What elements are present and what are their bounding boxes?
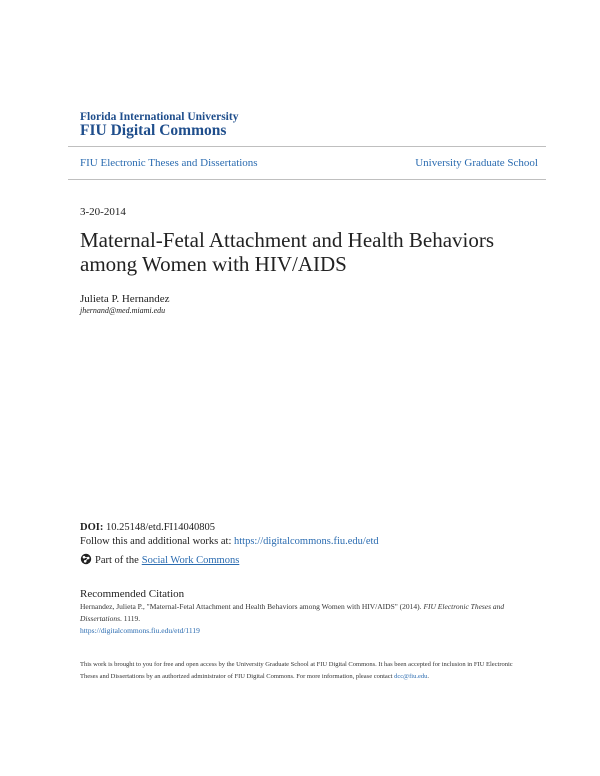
follow-text: Follow this and additional works at: bbox=[80, 536, 234, 547]
citation-text: Hernandez, Julieta P., "Maternal-Fetal Attachment and Health Behaviors among Women with HIV/AIDS" (2014). bbox=[80, 602, 424, 611]
doi-label: DOI: bbox=[80, 522, 104, 533]
follow-line bbox=[80, 536, 379, 547]
doi-line bbox=[80, 522, 215, 533]
citation-block bbox=[80, 601, 520, 637]
citation-journal: FIU Electronic Theses and Dissertations bbox=[80, 602, 505, 623]
repository-name[interactable]: FIU Digital Commons bbox=[80, 122, 227, 139]
citation-heading: Recommended Citation bbox=[80, 588, 185, 600]
institution-name: Florida International University bbox=[80, 111, 239, 123]
part-of-text: Part of the bbox=[95, 555, 139, 566]
contact-email-link[interactable]: dcc@fiu.edu bbox=[394, 673, 428, 680]
document-title: Maternal-Fetal Attachment and Health Behaviors among Women with HIV/AIDS bbox=[80, 228, 495, 276]
header-divider-top bbox=[68, 146, 546, 147]
doi-value: 10.25148/etd.FI14040805 bbox=[105, 522, 216, 533]
publication-date: 3-20-2014 bbox=[80, 206, 126, 218]
author-name: Julieta P. Hernandez bbox=[80, 293, 170, 305]
notice-text: This work is brought to you for free and open access by the University Graduate School at FIU Digital Commons. It has been accepted for inclusion in FIU Electronic Theses and Dissertations by an authorized administrator of FIU Digital Commons. For more information, please contact bbox=[80, 661, 513, 680]
notice-end: . bbox=[427, 673, 429, 680]
author-email: jhernand@med.miami.edu bbox=[80, 306, 166, 315]
series-link[interactable]: FIU Electronic Theses and Dissertations bbox=[80, 157, 258, 169]
collection-link[interactable]: https://digitalcommons.fiu.edu/etd bbox=[234, 536, 379, 547]
header-divider-bottom bbox=[68, 179, 546, 180]
part-of-line bbox=[80, 553, 239, 568]
network-icon bbox=[80, 553, 92, 568]
citation-number: . 1119. bbox=[120, 614, 141, 623]
citation-url[interactable]: https://digitalcommons.fiu.edu/etd/1119 bbox=[80, 626, 200, 635]
discipline-link[interactable]: Social Work Commons bbox=[141, 555, 240, 566]
school-link[interactable]: University Graduate School bbox=[415, 157, 538, 169]
access-notice bbox=[80, 659, 530, 683]
